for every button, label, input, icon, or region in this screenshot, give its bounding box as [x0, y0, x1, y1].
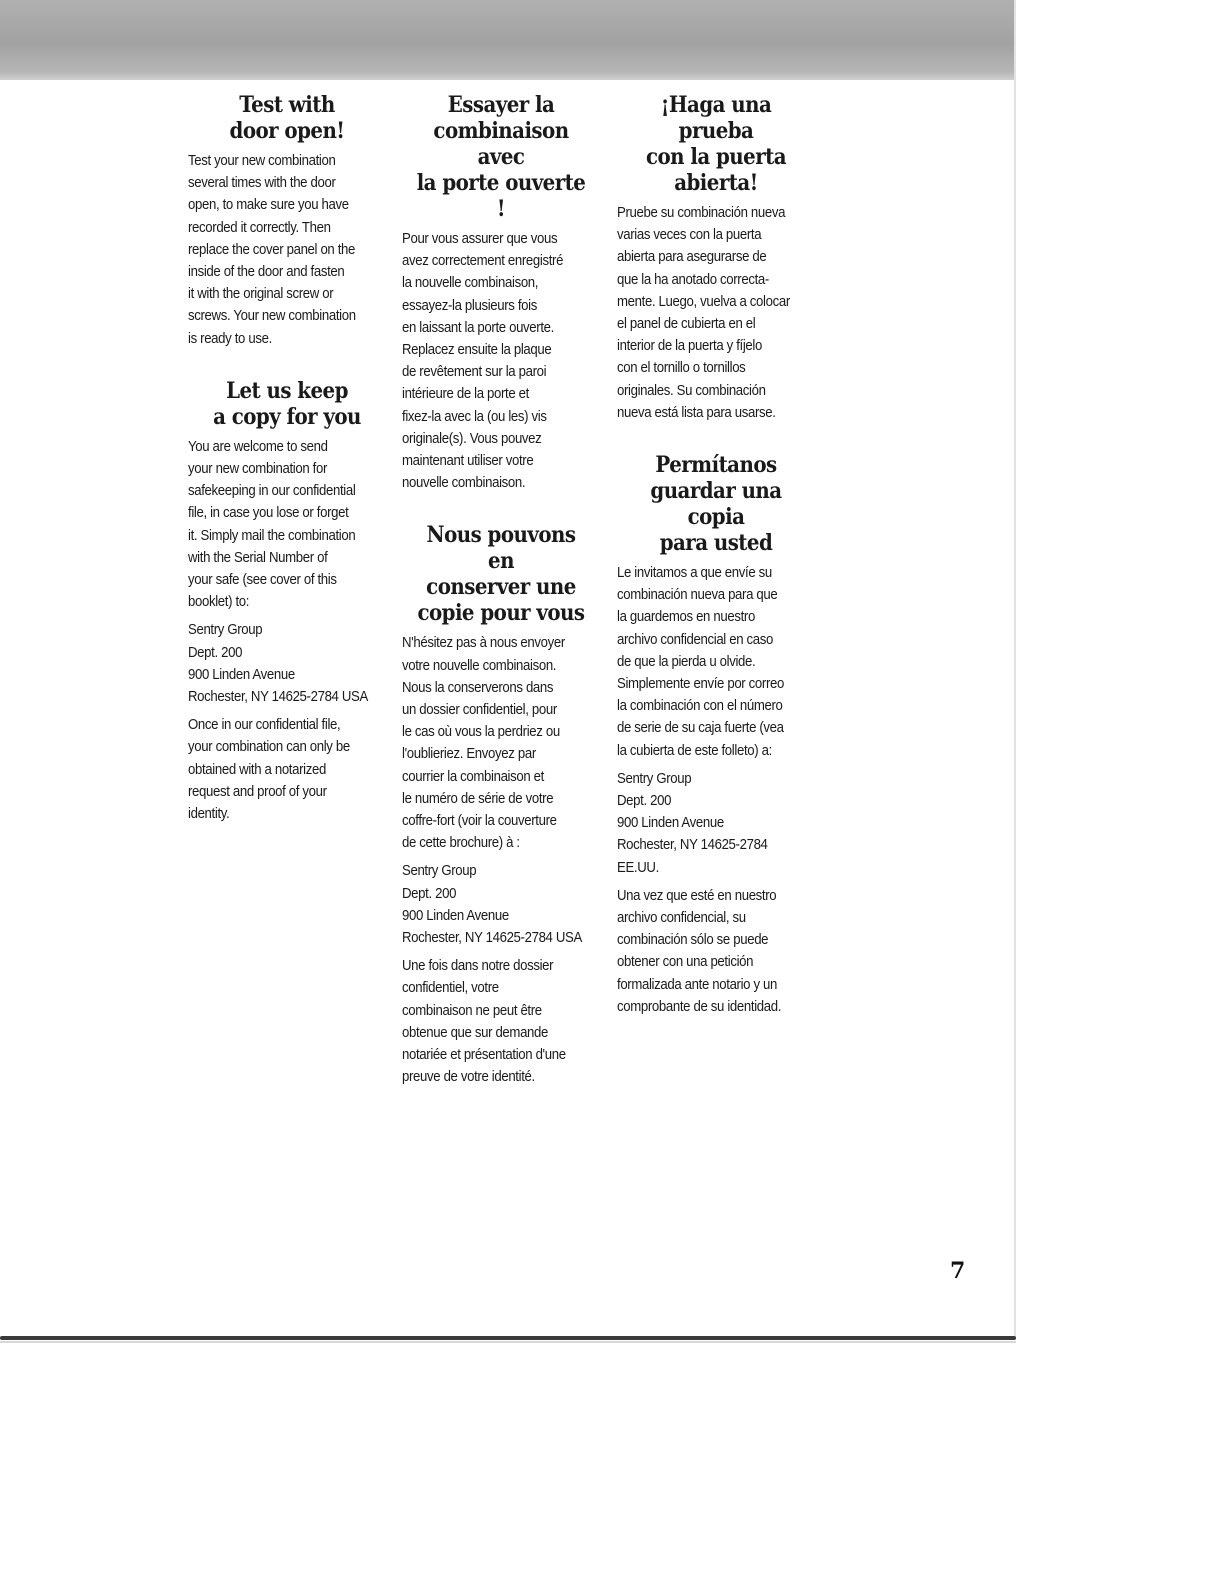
- heading-test-door-open: Test with door open!: [229, 92, 345, 144]
- scan-top-band: [0, 0, 1016, 80]
- paragraph-test-instructions-es: Pruebe su combinación nueva varias veces con la puerta abierta para asegurarse de que la ha anotado correcta- mente. Luego, vuelva a colocar el panel de cubierta en el interior de la puerta y fíjelo con el tornillo o tornillos originales. Su combinación nueva está lista para usarse.: [617, 204, 790, 421]
- heading-keep-copy: Let us keep a copy for you: [213, 377, 361, 430]
- column-english: [188, 92, 386, 831]
- column-french: [402, 92, 600, 1095]
- heading-keep-copy-fr: Nous pouvons en conserver une copie pour vous: [417, 522, 585, 627]
- paragraph-keep-copy: You are welcome to send your new combination for safekeeping in our confidential file, in case you lose or forget it. Simply mail the combination with the Serial Number of your safe (see cover of this booklet) to:: [188, 437, 356, 611]
- mailing-address-fr: Sentry Group Dept. 200 900 Linden Avenue Rochester, NY 14625-2784 USA: [402, 862, 582, 947]
- bottom-rule: [0, 1336, 1016, 1340]
- mailing-address: Sentry Group Dept. 200 900 Linden Avenue Rochester, NY 14625-2784 USA: [188, 621, 368, 706]
- paragraph-test-instructions: Test your new combination several times with the door open, to make sure you have recorded it correctly. Then replace the cover panel on the inside of the door and fasten it with the original screw or screws. Your new combination is ready to use.: [188, 152, 356, 347]
- paragraph-confidential-file-es: Una vez que esté en nuestro archivo confidencial, su combinación sólo se puede obtener con una petición formalizada ante notario y un comprobante de su identidad.: [617, 886, 782, 1015]
- mailing-address-es: Sentry Group Dept. 200 900 Linden Avenue Rochester, NY 14625-2784 EE.UU.: [617, 769, 768, 876]
- paragraph-confidential-file: Once in our confidential file, your combination can only be obtained with a notarized request and proof of your identity.: [188, 716, 350, 823]
- heading-test-door-open-fr: Essayer la combinaison avec la porte ouverte !: [416, 92, 586, 222]
- page-number: 7: [950, 1258, 966, 1284]
- heading-keep-copy-es: Permítanos guardar una copia para usted: [650, 452, 782, 557]
- page-edge: [1014, 0, 1016, 1340]
- column-spanish: [617, 92, 815, 1024]
- paragraph-confidential-file-fr: Une fois dans notre dossier confidentiel, votre combinaison ne peut être obtenue que sur demande notariée et présentation d'une preuve de votre identité.: [402, 957, 566, 1086]
- paragraph-test-instructions-fr: Pour vous assurer que vous avez correctement enregistré la nouvelle combinaison, essayez-la plusieurs fois en laissant la porte ouverte. Replacez ensuite la plaque de revêtement sur la paroi intérieure de la porte et fixez-la avec la (ou les) vis originale(s). Vous pouvez maintenant utiliser votre nouvelle combinaison.: [402, 230, 564, 492]
- paragraph-keep-copy-es: Le invitamos a que envíe su combinación nueva para que la guardemos en nuestro archivo confidencial en caso de que la pierda u olvide. Simplemente envíe por correo la combinación con el número de serie de su caja fuerte (vea la cubierta de este folleto) a:: [617, 564, 784, 759]
- bottom-rule-shadow: [0, 1341, 1016, 1343]
- paragraph-keep-copy-fr: N'hésitez pas à nous envoyer votre nouvelle combinaison. Nous la conserverons dans un dossier confidentiel, pour le cas où vous la perdriez ou l'oublieriez. Envoyez par courrier la combinaison et le numéro de série de votre coffre-fort (voir la couverture de cette brochure) à :: [402, 634, 565, 852]
- heading-test-door-open-es: ¡Haga una prueba con la puerta abierta!: [645, 92, 787, 196]
